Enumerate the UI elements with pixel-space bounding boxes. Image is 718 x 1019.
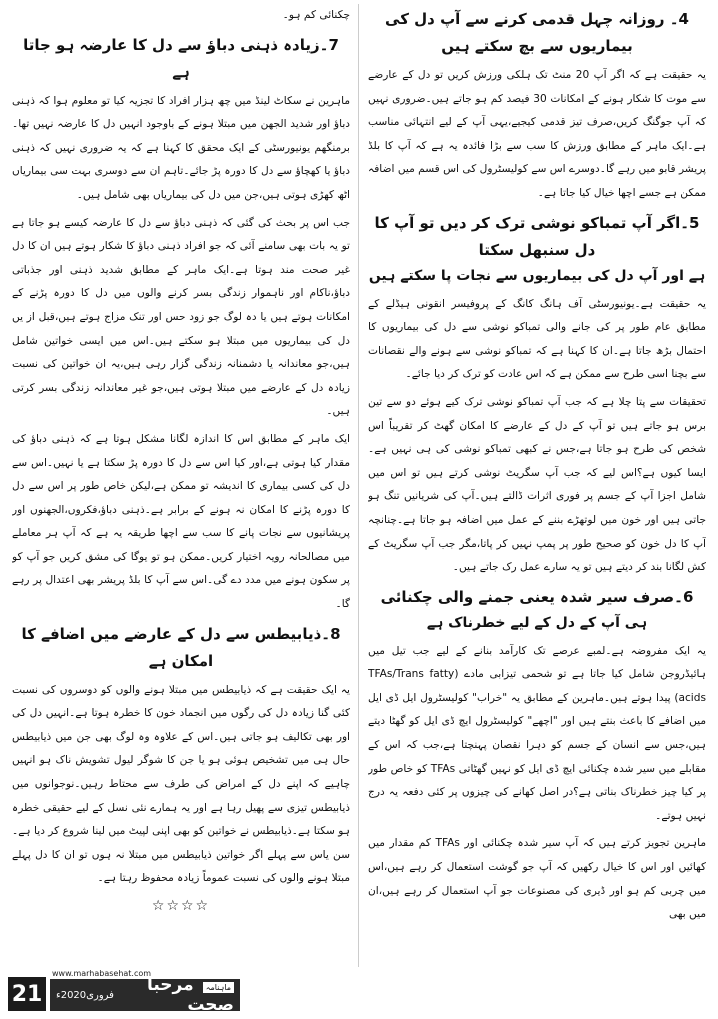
magazine-brand [114,975,234,1015]
magazine-masthead [50,975,240,1015]
section-6-paragraph-1: یہ ایک مفروضہ ہے۔لمبے عرصے تک کارآمد بنانے کے لیے جب تیل میں ہائیڈروجن شامل کیا جاتا ہے تو شحمی تیزابی مادے (TFAs/Trans fatty acids) پیدا ہوتے ہیں۔ماہرین کے مطابق یہ "خراب" کولیسٹرول ایل ڈی ایل میں اضافے کا باعث بنتے ہیں اور "اچھے" کولیسٹرول ایچ ڈی ایل کو گھٹا دیتے ہیں،جس سے انسان کے جسم کو دہرا نقصان پہنچتا ہے،جب کہ اس کے مقابلے میں سیر شدہ چکنائی ایچ ڈی ایل کو نہیں گھٹاتی TFAs کو خاص طور پر کیا چیز خطرناک بناتی ہے؟در اصل کھانے کی چیزوں پر کئی دفعہ یہ درج نہیں ہوتے۔ [368,644,706,822]
section-5-paragraph-2: تحقیقات سے پتا چلا ہے کہ جب آپ تمباکو نوشی ترک کیے ہوئے دو سے تین برس ہو جاتے ہیں تو آپ کے دل کے عارضے کا امکان گھٹ کر تقریباً اس شخص کی طرح ہو جاتا ہے،جس نے کبھی تمباکو نوشی کی ہی نہیں ہے۔ایسا کیوں ہے؟اس لیے کہ جب آپ سگریٹ نوشی کرتے ہیں تو اس میں شامل اجزا آپ کے جسم پر فوری اثرات ڈالتے ہیں۔آپ کی شریانیں تنگ ہو جاتی ہیں اور خون میں لوتھڑے بننے کے عمل میں اضافہ ہو جاتا ہے۔چنانچہ آپ کا دل خون کو صحیح طور پر پمپ نہیں کر پاتا،مگر جب آپ سگریٹ کے کش لگانا بند کر دیتے ہیں تو یہ سارے عمل رک جاتے ہیں۔ [368,395,706,574]
section-8-paragraph: یہ ایک حقیقت ہے کہ ذیابیطس میں مبتلا ہونے والوں کو دوسروں کی نسبت کئی گنا زیادہ دل کی رگوں میں انجماد خون کا خطرہ ہوتا ہے۔انہیں دل کی اور بھی تکالیف ہو جاتی ہیں۔اس کے علاوہ وہ لوگ بھی جن میں ذیابیطس حال ہی میں تشخیص ہوئی ہو یا جن کا شوگر لیول تشویش ناک ہو انہیں چاہیے کہ اپنے دل کے امراض کی طرف سے محتاط رہیں۔نوجوانوں میں ذیابیطس تیزی سے پھیل رہا ہے اور یہ ہمارے نئی نسل کے لیے حقیقی خطرہ ہو سکتا ہے۔ذیابیطس نے خواتین کو بھی اپنی لپیٹ میں لینا شروع کر دیا ہے۔سن یاس سے پہلے اگر خواتین ذیابیطس میں مبتلا نہ ہوں تو ان کا دل پہلے مبتلا ہونے والوں کی نسبت عموماً زیادہ محفوظ رہتا ہے۔ [12,683,350,885]
section-6-heading [368,584,706,636]
section-6-heading-line-1: 6۔صرف سیر شدہ یعنی جمنے والی چکنائی [380,587,694,606]
section-6-heading-line-2: ہی آپ کے دل کے لیے خطرناک ہے [426,614,648,631]
end-stars: ☆☆☆☆ [151,898,211,914]
page-number: 21 [8,977,46,1011]
right-column [368,4,706,967]
section-5-heading-line-1: 5۔اگر آپ تمباکو نوشی ترک کر دیں تو آپ کا دل سنبھل سکتا [374,213,700,259]
section-6-paragraph-2: ماہرین تجویز کرتے ہیں کہ آپ سیر شدہ چکنائی اور TFAs کم مقدار میں کھائیں اور اس کا خیال رکھیں کہ آپ جو گوشت استعمال کر رہے ہیں،اس میں چربی کم ہو اور ڈیری کی مصنوعات جو آپ استعمال کر رہے ہیں،ان میں بھی [368,837,706,921]
section-8-heading: 8۔ذیابیطس سے دل کے عارضے میں اضافے کا امکان ہے [21,624,341,670]
magazine-tag: ماہنامہ [203,982,234,993]
page-footer [8,969,244,1013]
section-7-paragraph-2: جب اس پر بحث کی گئی کہ ذہنی دباؤ سے دل کا عارضہ کیسے ہو جاتا ہے تو یہ بات بھی سامنے آئی کہ جو افراد ذہنی دباؤ کا شکار ہوتے ہیں ان کا دل غیر صحت مند ہوتا ہے۔ایک ماہر کے مطابق شدید ذہنی اور جذباتی دباؤ،ناکام اور ناہموار زندگی بسر کرنے والوں میں دل کا دورہ پڑنے کے امکانات ہوتے ہیں یا دہ لوگ جو زود حس اور تنک مزاج ہوتے ہیں،قبل از یں دل کی بیماریوں میں مبتلا ہو سکتے ہیں۔اس میں ایسی خواتین شامل ہیں،جو معاندانہ یا دشمنانہ زندگی گزار رہی ہیں،یہ ان خواتین کی نسبت زیادہ دل کے عارضے میں مبتلا ہوتی ہیں،جو غیر معاندانہ زندگی بسر کرتی ہیں۔ [12,216,350,418]
section-5-paragraph-1: یہ حقیقت ہے۔یونیورسٹی آف ہانگ کانگ کے پروفیسر انقونی ہیڈلے کے مطابق عام طور پر کی جانے والی تمباکو نوشی سے دل کی بیماریوں کا احتمال بڑھ جاتا ہے۔ان کا کہنا ہے کہ تمباکو نوشی سے ہونے والے نقصانات سے بچنا اسی طرح سے ممکن ہے کہ اس عادت کو ترک کر دیا جائے۔ [368,297,706,381]
website-url[interactable]: www.marhabasehat.com [52,969,152,978]
section-5-heading-line-2: ہے اور آپ دل کی بیماریوں سے نجات پا سکتے ہیں [368,267,706,284]
section-7-heading: 7۔زیادہ ذہنی دباؤ سے دل کا عارضہ ہو جاتا ہے [23,35,339,81]
issue-date: فروری2020ء [56,989,114,1001]
section-7-paragraph-1: ماہرین نے سکاٹ لینڈ میں چھ ہزار افراد کا تجزیہ کیا تو معلوم ہوا کہ ذہنی دباؤ اور شدید الجھن میں مبتلا ہونے کے باوجود انہیں دل کا عارضہ نہیں تھا۔برمنگھم یونیورسٹی کے ایک محقق کا کہنا ہے کہ یہ ضروری نہیں کہ ذہنی دباؤ یا کھچاؤ سے دل کا دورہ پڑ جائے۔تاہم ان سے دوسری بہت سی بیماریاں اٹھ کھڑی ہوتی ہیں،جن میں دل کی بیماریاں بھی شامل ہیں۔ [12,94,350,201]
section-4-paragraph: یہ حقیقت ہے کہ اگر آپ 20 منٹ تک ہلکی ورزش کریں تو دل کے عارضے سے موت کا شکار ہونے کے امکانات 30 فیصد کم ہو جاتے ہیں۔ضروری نہیں کہ آپ جوگنگ کریں،صرف تیز قدمی کیجیے،یہی آپ کے لیے انتہائی مناسب ہے۔ایک ماہر کے مطابق ورزش کا سب سے بڑا فائدہ یہ ہے کہ آپ کا بلڈ پریشر قابو میں رہے گا۔دوسرے اس سے کولیسٹرول کی اس قسم میں اضافہ ممکن ہے جسے اچھا خیال کیا جاتا ہے۔ [368,69,706,199]
section-5-heading [368,210,706,289]
intro-tail-text: چکنائی کم ہو۔ [282,9,350,21]
section-4-heading: 4۔ روزانہ چہل قدمی کرنے سے آپ دل کی بیماریوں سے بچ سکتے ہیں [385,10,689,55]
left-column [12,4,350,967]
section-7-paragraph-3: ایک ماہر کے مطابق اس کا اندازہ لگانا مشکل ہوتا ہے کہ ذہنی دباؤ کی مقدار کیا ہوتی ہے،اور کیا اس سے دل کا دورہ پڑ سکتا ہے یا نہیں۔اس سے دل کی کسی بیماری کا اندیشہ تو ممکن ہے،لیکن خاص طور پر اس سے دل کا دورہ پڑنے کا امکان نہ ہونے کے برابر ہے۔ذہنی دباؤ،فکروں،الجھنوں اور پریشانیوں سے نجات پانے کا سب سے اچھا طریقہ یہ ہے کہ آپ ہر معاملے میں مصالحانہ رویہ اختیار کریں۔ممکن ہو تو یوگا کی مشق کریں جو آپ کو پر سکون ہونے میں مدد دے گی۔اس سے آپ کا بلڈ پریشر بھی اعتدال پر رہے گا۔ [12,432,350,611]
column-divider [358,4,359,967]
magazine-name: مرحبا صحت [146,975,234,1015]
